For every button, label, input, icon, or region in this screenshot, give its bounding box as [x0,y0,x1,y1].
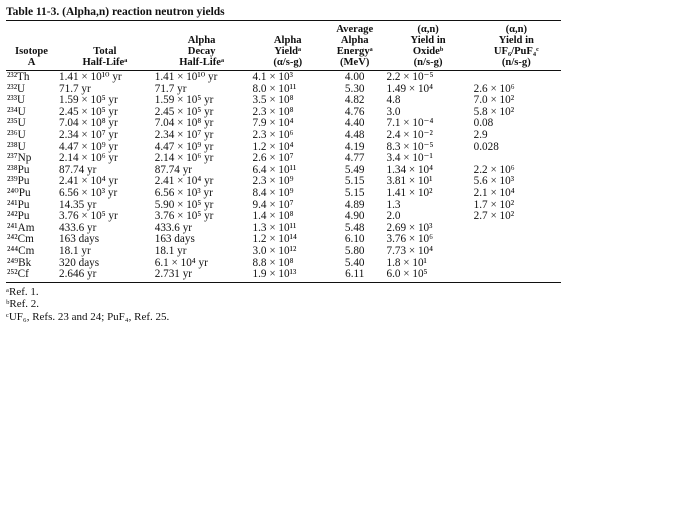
column-header-alpha-decay-half-life [153,21,251,71]
cell-alpha-decay-half-life: 6.1 × 10⁴ yr [154,256,208,269]
cell-yield-in-oxide: 1.34 × 10⁴ [386,163,434,176]
cell-alpha-yield: 3.5 × 10⁸ [252,94,294,107]
cell-yield-in-uf6-puf4 [472,71,561,84]
column-header-line: Alpha [273,35,302,46]
cell-total-half-life: 2.45 × 10⁵ yr [59,105,118,118]
cell-alpha-yield: 2.3 × 10⁹ [252,175,294,188]
cell-yield-in-uf6-puf4 [472,269,561,282]
cell-total-half-life: 14.35 yr [59,198,97,211]
cell-total-half-life: 320 days [59,256,100,269]
cell-alpha-yield: 2.3 × 10⁶ [252,128,294,141]
column-header-total-half-life [57,21,153,71]
cell-yield-in-oxide: 1.49 × 10⁴ [386,82,434,95]
column-header-line: UF₆/PuF₄ᶜ [493,46,539,57]
column-header-average-alpha-energy [325,21,385,71]
cell-alpha-yield: 1.2 × 10⁴ [252,140,294,153]
column-header-line: (n/s-g) [413,57,443,68]
cell-alpha-yield: 1.3 × 10¹¹ [252,221,297,234]
cell-average-alpha-energy: 4.48 [344,128,365,141]
cell-alpha-decay-half-life: 2.41 × 10⁴ yr [154,175,214,188]
cell-alpha-yield: 4.1 × 10³ [252,71,293,83]
cell-yield-in-uf6-puf4: 0.08 [473,117,494,130]
cell-total-half-life: 4.47 × 10⁹ yr [59,140,118,153]
cell-yield-in-uf6-puf4 [472,234,561,246]
table-row [6,211,561,223]
cell-yield-in-oxide: 3.76 × 10⁶ [386,233,434,246]
cell-alpha-yield: 8.8 × 10⁸ [252,256,294,269]
footnote: ᵃRef. 1. [6,285,39,298]
cell-yield-in-oxide: 2.4 × 10⁻² [386,128,433,141]
column-header-yield-in-uf6-puf4 [472,21,561,71]
cell-alpha-yield: 9.4 × 10⁷ [252,198,294,211]
column-header-line: Total [93,46,117,57]
cell-total-half-life: 18.1 yr [59,244,91,257]
column-header-line: Yield in [410,35,446,46]
column-header-line: (α,n) [417,24,439,35]
cell-yield-in-uf6-puf4: 5.6 × 10³ [473,175,515,188]
cell-average-alpha-energy: 4.76 [344,105,365,118]
table-row [6,153,561,165]
cell-alpha-decay-half-life: 6.56 × 10³ yr [154,186,213,199]
cell-alpha-decay-half-life: 2.34 × 10⁷ yr [154,128,214,141]
cell-alpha-decay-half-life: 4.47 × 10⁹ yr [154,140,214,153]
cell-alpha-yield: 1.2 × 10¹⁴ [252,233,297,246]
cell-alpha-yield: 8.0 × 10¹¹ [252,82,297,95]
cell-total-half-life: 2.34 × 10⁷ yr [59,128,118,141]
cell-yield-in-oxide: 1.8 × 10¹ [386,256,427,269]
cell-average-alpha-energy: 4.89 [344,198,365,211]
cell-alpha-decay-half-life: 5.90 × 10⁵ yr [154,198,214,211]
cell-average-alpha-energy: 4.82 [344,94,365,107]
cell-total-half-life: 163 days [59,233,100,246]
cell-yield-in-oxide: 8.3 × 10⁻⁵ [386,140,434,153]
cell-alpha-yield: 1.9 × 10¹³ [251,269,325,282]
cell-total-half-life: 2.41 × 10⁴ yr [59,175,118,188]
footnote: ᶜUF₆, Refs. 23 and 24; PuF₄, Ref. 25. [6,310,170,323]
cell-total-half-life: 7.04 × 10⁸ yr [59,117,118,130]
footnotes [6,286,566,324]
cell-average-alpha-energy: 5.30 [344,82,365,95]
cell-average-alpha-energy: 5.49 [344,163,365,176]
cell-alpha-decay-half-life: 3.76 × 10⁵ yr [154,210,214,223]
table-header [6,21,561,71]
cell-average-alpha-energy: 4.40 [344,117,365,130]
column-header-line: (α,n) [505,24,528,35]
cell-average-alpha-energy: 6.11 [325,269,385,282]
footnote: ᵇRef. 2. [6,298,40,311]
cell-average-alpha-energy: 6.10 [344,233,365,246]
cell-alpha-yield: 1.4 × 10⁸ [252,210,294,223]
cell-yield-in-oxide: 3.81 × 10¹ [386,175,433,188]
cell-alpha-decay-half-life: 2.14 × 10⁶ yr [154,152,214,165]
cell-isotope: ²³⁶U [7,128,26,141]
column-header-line: Energyᵃ [336,46,373,57]
column-header-yield-in-oxide [384,21,471,71]
cell-isotope: ²⁴¹Pu [7,198,30,211]
cell-average-alpha-energy: 4.00 [344,71,365,83]
cell-isotope: ²³²U [7,82,26,95]
column-header-alpha-yield [251,21,325,71]
header-row [6,21,561,71]
cell-isotope: ²³⁸U [7,140,26,153]
cell-average-alpha-energy: 5.40 [344,256,365,269]
cell-alpha-yield: 2.3 × 10⁸ [252,105,294,118]
cell-alpha-decay-half-life: 71.7 yr [154,82,187,95]
cell-alpha-yield: 7.9 × 10⁴ [252,117,294,130]
cell-total-half-life: 2.14 × 10⁶ yr [59,152,118,165]
cell-isotope: ²³⁴U [7,105,26,118]
cell-yield-in-uf6-puf4: 7.0 × 10² [473,94,515,107]
cell-total-half-life: 71.7 yr [59,82,91,95]
cell-total-half-life: 1.59 × 10⁵ yr [59,94,118,107]
column-header-line: Alpha [340,35,369,46]
cell-total-half-life: 1.41 × 10¹⁰ yr [59,71,122,83]
cell-yield-in-uf6-puf4 [472,223,561,235]
cell-isotope: ²³⁵U [7,117,26,130]
cell-average-alpha-energy: 4.90 [344,210,365,223]
column-header-line: Yield in [498,35,534,46]
cell-average-alpha-energy: 4.77 [344,152,365,165]
column-header-line: Oxideᵇ [412,46,444,57]
cell-isotope: ²⁴⁰Pu [7,186,31,199]
cell-yield-in-oxide: 6.0 × 10⁵ [384,269,471,282]
cell-alpha-yield: 2.6 × 10⁷ [252,152,294,165]
cell-isotope: ²³⁸Pu [7,163,30,176]
cell-average-alpha-energy: 5.80 [344,244,365,257]
cell-yield-in-oxide: 3.0 [386,105,401,118]
cell-yield-in-oxide: 2.69 × 10³ [386,221,433,234]
column-header-line: Half-Lifeᵃ [179,57,225,68]
cell-yield-in-oxide: 7.1 × 10⁻⁴ [386,117,434,130]
cell-yield-in-uf6-puf4 [472,246,561,258]
column-header-line: (MeV) [340,57,370,68]
cell-isotope: ²⁴²Cm [7,233,34,246]
cell-total-half-life: 87.74 yr [59,163,97,176]
cell-alpha-decay-half-life: 163 days [154,233,195,246]
column-header-line: Isotope [15,46,48,57]
cell-total-half-life: 433.6 yr [59,221,97,234]
column-header-line: Half-Lifeᵃ [82,57,128,68]
column-header-line: Average [336,24,374,35]
cell-average-alpha-energy: 4.19 [344,140,365,153]
cell-isotope: ²³⁹Pu [7,175,30,188]
cell-alpha-decay-half-life: 1.59 × 10⁵ yr [154,94,214,107]
cell-yield-in-uf6-puf4: 0.028 [473,140,499,153]
cell-yield-in-uf6-puf4: 2.7 × 10² [473,210,515,223]
cell-total-half-life: 6.56 × 10³ yr [59,186,118,199]
cell-alpha-decay-half-life: 87.74 yr [154,163,193,176]
cell-isotope: ²⁴⁹Bk [7,256,32,269]
cell-yield-in-oxide: 4.8 [386,94,401,107]
cell-yield-in-uf6-puf4 [472,153,561,165]
cell-yield-in-uf6-puf4: 2.1 × 10⁴ [473,186,515,199]
cell-alpha-decay-half-life: 2.731 yr [153,269,251,282]
cell-isotope: ²³³U [7,94,26,107]
column-header-line: A [27,57,36,68]
column-header-line: Alpha [187,35,216,46]
cell-isotope: ²⁴²Pu [7,210,30,223]
cell-yield-in-oxide: 2.0 [386,210,401,223]
cell-yield-in-uf6-puf4: 2.9 [473,128,488,141]
cell-yield-in-oxide: 7.73 × 10⁴ [386,244,434,257]
cell-isotope: ²⁴¹Am [7,221,35,234]
neutron-yields-table [6,20,561,283]
cell-alpha-yield: 8.4 × 10⁹ [252,186,294,199]
cell-yield-in-oxide: 3.4 × 10⁻¹ [386,152,433,165]
cell-total-half-life: 2.646 yr [57,269,153,282]
cell-yield-in-oxide: 1.3 [386,198,401,211]
cell-yield-in-oxide: 1.41 × 10² [386,186,433,199]
column-header-line: (n/s-g) [501,57,531,68]
cell-alpha-decay-half-life: 18.1 yr [154,244,187,257]
cell-yield-in-uf6-puf4: 2.6 × 10⁶ [473,82,515,95]
cell-alpha-decay-half-life: 1.41 × 10¹⁰ yr [154,71,218,83]
document-page [6,5,566,323]
table-row [6,246,561,258]
cell-yield-in-uf6-puf4: 2.2 × 10⁶ [473,163,515,176]
cell-isotope: ²³⁷Np [7,152,32,165]
cell-isotope: ²⁵²Cf [6,269,57,282]
cell-yield-in-uf6-puf4: 1.7 × 10² [473,198,515,211]
cell-total-half-life: 3.76 × 10⁵ yr [59,210,118,223]
table-row [6,269,561,282]
cell-alpha-yield: 3.0 × 10¹² [252,244,297,257]
cell-yield-in-uf6-puf4: 5.8 × 10² [473,105,515,118]
cell-average-alpha-energy: 5.48 [344,221,365,234]
cell-alpha-decay-half-life: 2.45 × 10⁵ yr [154,105,214,118]
cell-average-alpha-energy: 5.15 [344,175,365,188]
table-row [6,188,561,200]
cell-alpha-decay-half-life: 7.04 × 10⁸ yr [154,117,214,130]
cell-alpha-decay-half-life: 433.6 yr [154,221,193,234]
cell-yield-in-oxide: 2.2 × 10⁻⁵ [386,71,434,83]
column-header-line: Decay [187,46,216,57]
table-title: Table 11-3. (Alpha,n) reaction neutron yields [6,6,225,18]
cell-isotope: ²³²Th [7,71,30,83]
table-row [6,71,561,84]
column-header-line: Yieldᵃ [274,46,302,57]
column-header-line: (α/s-g) [273,57,303,68]
cell-average-alpha-energy: 5.15 [344,186,365,199]
cell-isotope: ²⁴⁴Cm [7,244,35,257]
cell-alpha-yield: 6.4 × 10¹¹ [252,163,297,176]
cell-yield-in-uf6-puf4 [472,258,561,270]
table-body [6,71,561,283]
column-header-isotope [6,21,57,71]
table-row [6,130,561,142]
